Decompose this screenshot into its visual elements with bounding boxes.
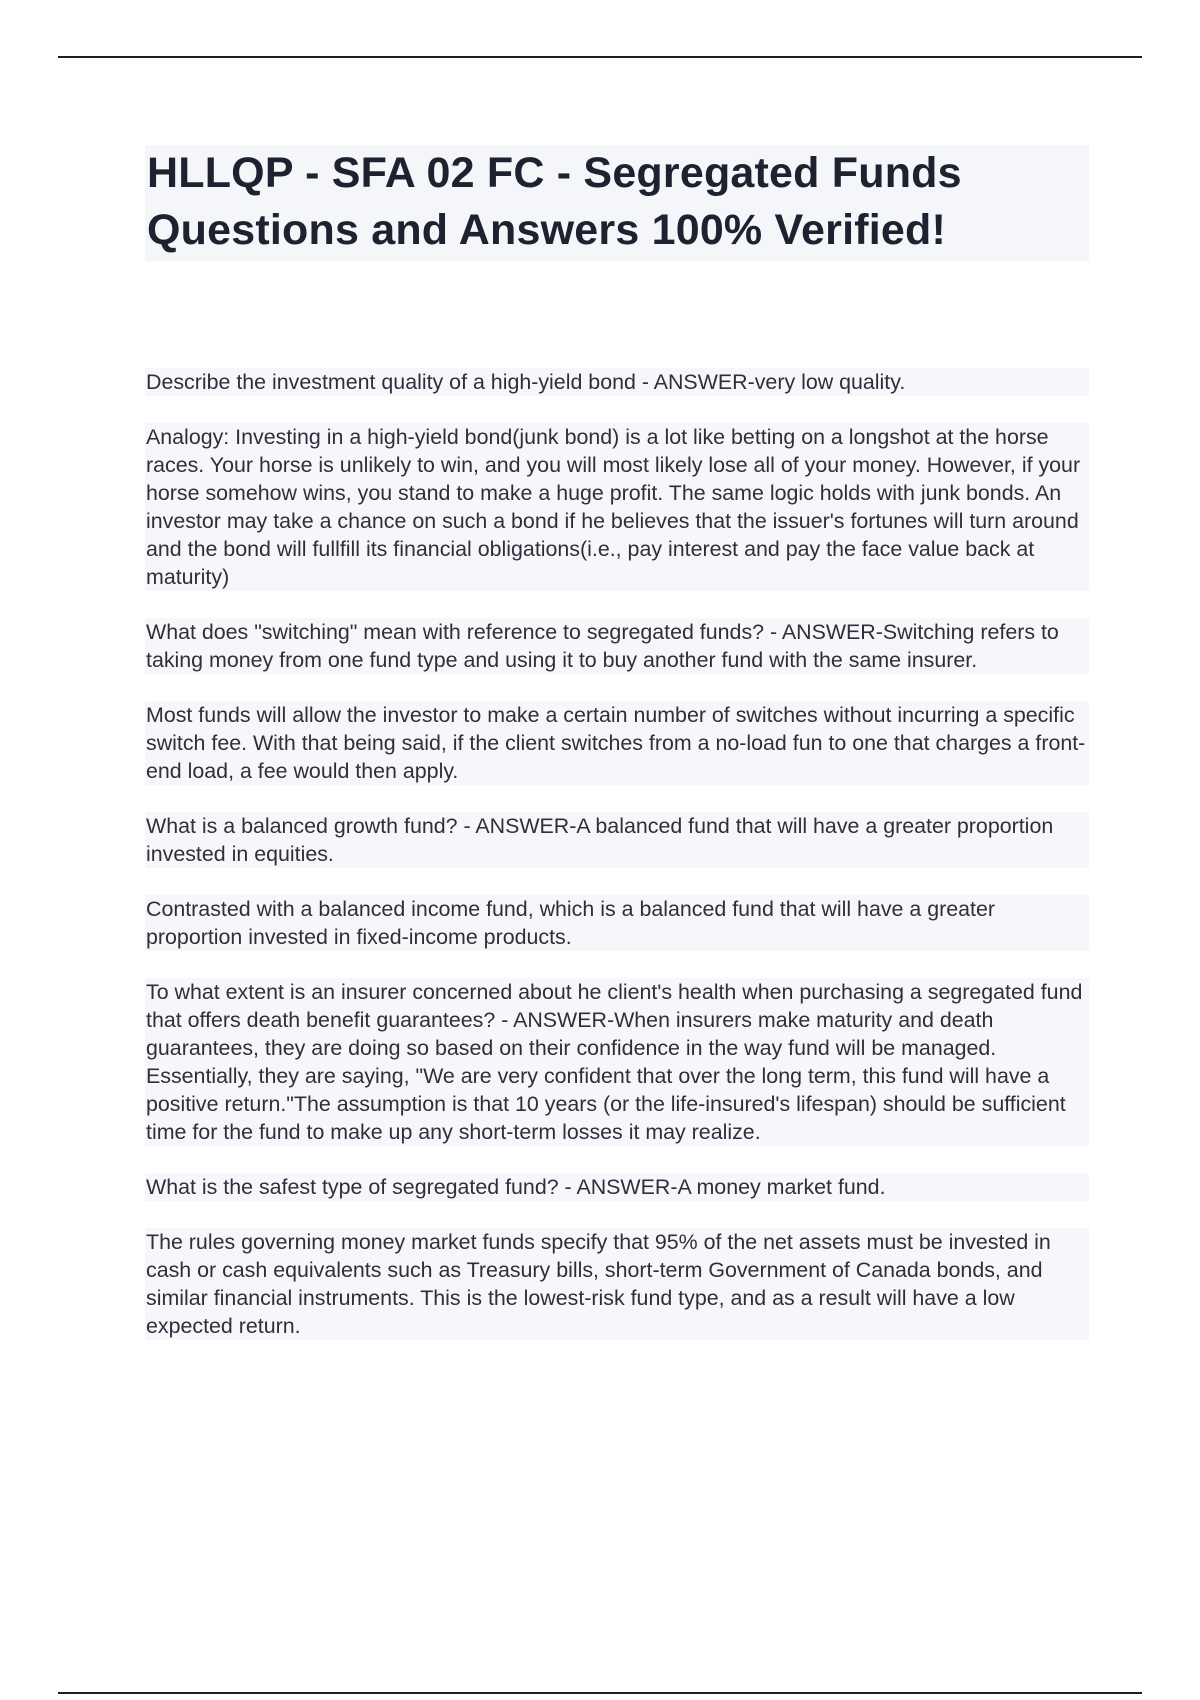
- bottom-divider: [58, 1692, 1142, 1694]
- explanation-5: The rules governing money market funds specify that 95% of the net assets must be invested in cash or cash equivalents such as Treasury bills, short-term Government of Canada bonds, and similar financial instruments. This is the lowest-risk fund type, and as a result will have a low expected return.: [145, 1228, 1089, 1340]
- question-1: Describe the investment quality of a high-yield bond - ANSWER-very low quality.: [145, 368, 1089, 396]
- question-5: What is the safest type of segregated fund? - ANSWER-A money market fund.: [145, 1173, 1089, 1201]
- explanation-2: Most funds will allow the investor to make a certain number of switches without incurring a specific switch fee. With that being said, if the client switches from a no-load fun to one that charges a front-end load, a fee would then apply.: [145, 701, 1089, 785]
- explanation-1: Analogy: Investing in a high-yield bond(junk bond) is a lot like betting on a longshot at the horse races. Your horse is unlikely to win, and you will most likely lose all of your money. However, if your horse somehow wins, you stand to make a huge profit. The same logic holds with junk bonds. An investor may take a chance on such a bond if he believes that the issuer's fortunes will turn around and the bond will fullfill its financial obligations(i.e., pay interest and pay the face value back at maturity): [145, 423, 1089, 591]
- title-block: [145, 145, 1089, 261]
- document-body: [145, 145, 1089, 1367]
- question-3: What is a balanced growth fund? - ANSWER-A balanced fund that will have a greater proportion invested in equities.: [145, 812, 1089, 868]
- document-title: HLLQP - SFA 02 FC - Segregated Funds Questions and Answers 100% Verified!: [147, 149, 962, 254]
- question-2: What does "switching" mean with reference to segregated funds? - ANSWER-Switching refers to taking money from one fund type and using it to buy another fund with the same insurer.: [145, 618, 1089, 674]
- top-divider: [58, 56, 1142, 58]
- explanation-3: Contrasted with a balanced income fund, which is a balanced fund that will have a greater proportion invested in fixed-income products.: [145, 895, 1089, 951]
- question-4: To what extent is an insurer concerned about he client's health when purchasing a segregated fund that offers death benefit guarantees? - ANSWER-When insurers make maturity and death guarantees, they are doing so based on their confidence in the way fund will be managed. Essentially, they are saying, "We are very confident that over the long term, this fund will have a positive return."The assumption is that 10 years (or the life-insured's lifespan) should be sufficient time for the fund to make up any short-term losses it may realize.: [145, 978, 1089, 1146]
- qa-list: [145, 368, 1089, 1340]
